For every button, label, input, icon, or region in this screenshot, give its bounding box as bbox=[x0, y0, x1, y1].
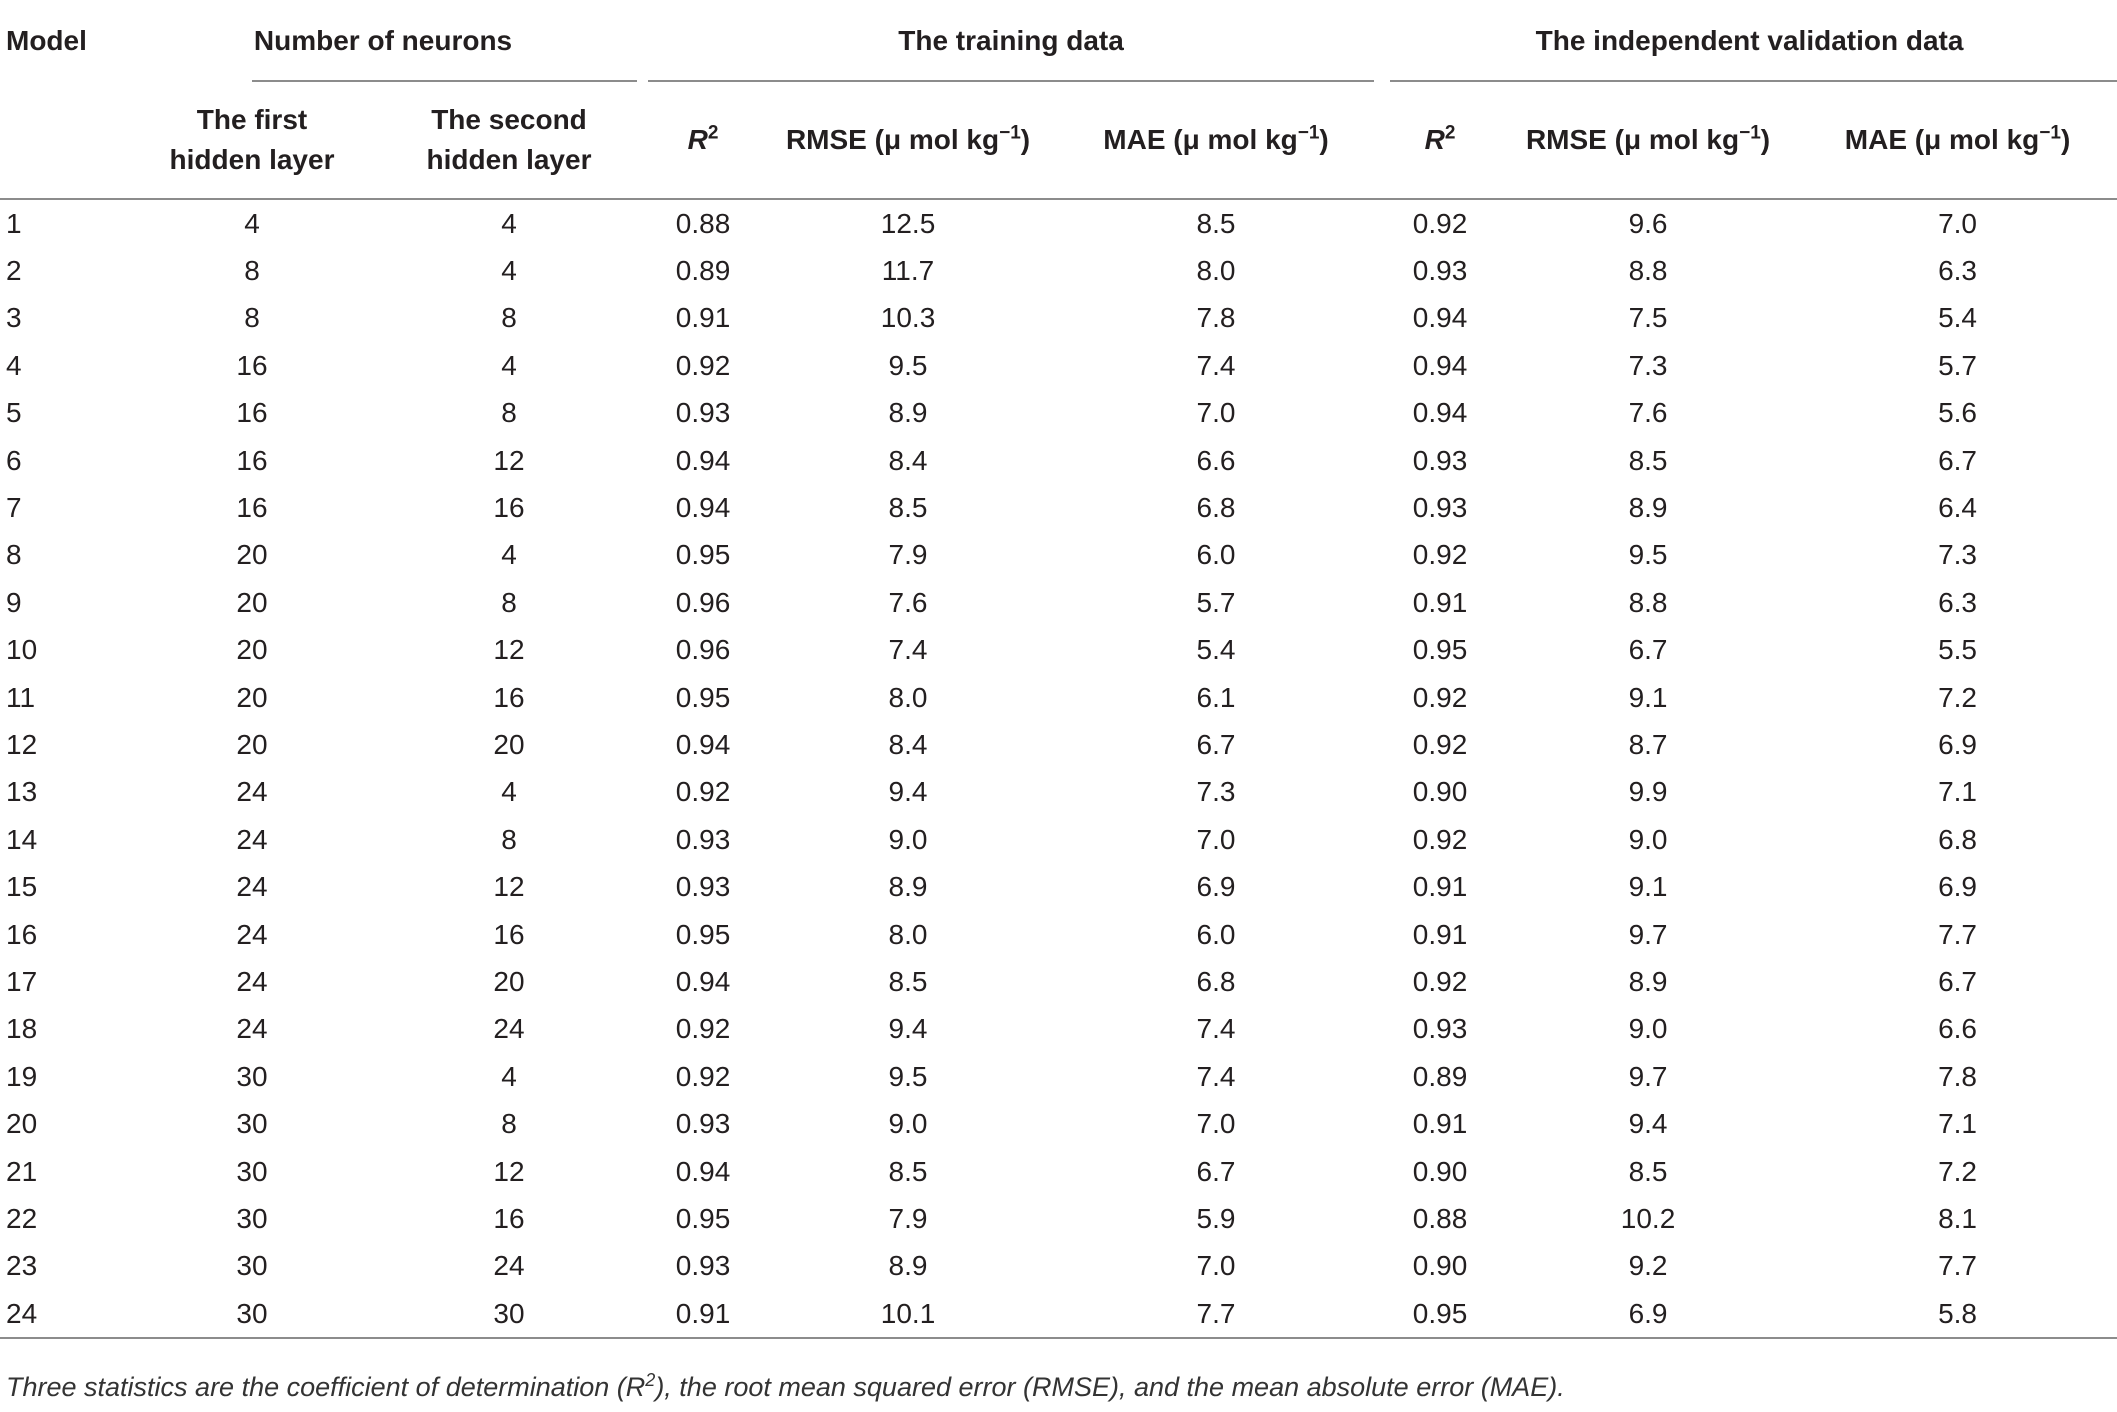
table-row bbox=[0, 816, 2117, 863]
cell-first-layer: 24 bbox=[236, 918, 268, 950]
cell-first-layer: 4 bbox=[244, 207, 260, 239]
cell-val-r2: 0.92 bbox=[1412, 539, 1468, 571]
cell-train-r2: 0.93 bbox=[675, 1108, 731, 1140]
cell-train-rmse: 8.0 bbox=[888, 681, 928, 713]
cell-val-r2: 0.95 bbox=[1412, 634, 1468, 666]
cell-train-r2: 0.94 bbox=[675, 1155, 731, 1187]
header-training-rmse: RMSE (μ mol $kg^{-1}$) bbox=[785, 122, 1031, 155]
cell-second-layer: 4 bbox=[501, 255, 517, 287]
cell-first-layer: 30 bbox=[236, 1155, 268, 1187]
cell-val-mae: 7.1 bbox=[1938, 776, 1977, 808]
header-training-mae: MAE (μ mol $kg^{-1}$) bbox=[1103, 122, 1329, 155]
cell-val-mae: 7.1 bbox=[1938, 1108, 1977, 1140]
cell-val-mae: 8.1 bbox=[1938, 1202, 1977, 1234]
cell-model: 4 bbox=[6, 349, 22, 381]
cell-train-r2: 0.89 bbox=[675, 255, 731, 287]
table-row bbox=[0, 863, 2117, 910]
table-row bbox=[0, 1243, 2117, 1290]
cell-train-rmse: 9.5 bbox=[888, 349, 928, 381]
cell-model: 9 bbox=[6, 586, 22, 618]
cell-model: 8 bbox=[6, 539, 22, 571]
cell-val-r2: 0.95 bbox=[1382, 1290, 1498, 1338]
cell-train-mae: 7.0 bbox=[1196, 823, 1236, 855]
cell-train-r2: 0.94 bbox=[675, 492, 731, 524]
cell-train-r2: 0.92 bbox=[675, 776, 731, 808]
cell-train-r2: 0.95 bbox=[675, 918, 731, 950]
cell-train-r2: 0.91 bbox=[675, 302, 731, 334]
cell-first-layer: 16 bbox=[236, 349, 268, 381]
cell-val-r2: 0.90 bbox=[1412, 776, 1468, 808]
cell-val-r2: 0.90 bbox=[1412, 1250, 1468, 1282]
cell-train-rmse: 11.7 bbox=[881, 255, 935, 287]
cell-val-r2: 0.94 bbox=[1412, 349, 1468, 381]
cell-train-rmse: 8.5 bbox=[888, 965, 928, 997]
cell-val-mae: 6.9 bbox=[1938, 871, 1977, 903]
table-row bbox=[0, 437, 2117, 484]
cell-second-layer: 30 bbox=[378, 1290, 640, 1338]
cell-train-r2: 0.96 bbox=[675, 634, 731, 666]
cell-val-r2: 0.91 bbox=[1412, 918, 1468, 950]
cell-train-mae: 7.0 bbox=[1196, 1108, 1236, 1140]
table-row bbox=[0, 579, 2117, 626]
cell-second-layer: 12 bbox=[493, 871, 525, 903]
cell-val-mae: 6.7 bbox=[1938, 965, 1977, 997]
cell-model: 18 bbox=[6, 1013, 38, 1045]
cell-val-rmse: 9.4 bbox=[1628, 1108, 1668, 1140]
cell-second-layer: 8 bbox=[501, 302, 517, 334]
cell-train-rmse: 7.9 bbox=[888, 539, 928, 571]
cell-val-rmse: 9.0 bbox=[1628, 1013, 1668, 1045]
cell-val-rmse: 8.7 bbox=[1628, 728, 1668, 760]
cell-first-layer: 24 bbox=[236, 1013, 268, 1045]
cell-val-rmse: 8.8 bbox=[1628, 586, 1668, 618]
table-row bbox=[0, 199, 2117, 247]
cell-train-mae: 7.8 bbox=[1196, 302, 1236, 334]
cell-train-rmse: 9.0 bbox=[888, 823, 928, 855]
cell-train-mae: 8.5 bbox=[1196, 207, 1236, 239]
cell-val-rmse: 8.5 bbox=[1628, 1155, 1668, 1187]
cell-second-layer: 8 bbox=[501, 1108, 517, 1140]
cell-model: 19 bbox=[6, 1060, 38, 1092]
cell-model: 15 bbox=[6, 871, 38, 903]
cell-first-layer: 30 bbox=[236, 1108, 268, 1140]
cell-val-r2: 0.91 bbox=[1412, 586, 1468, 618]
cell-val-mae: 7.3 bbox=[1938, 539, 1977, 571]
cell-model: 3 bbox=[6, 302, 22, 334]
cell-train-rmse: 10.3 bbox=[880, 302, 936, 334]
cell-model: 13 bbox=[6, 776, 38, 808]
cell-val-rmse: 7.5 bbox=[1628, 302, 1668, 334]
cell-train-r2: 0.95 bbox=[675, 681, 731, 713]
cell-second-layer: 8 bbox=[501, 397, 517, 429]
cell-val-mae: 6.6 bbox=[1938, 1013, 1977, 1045]
cell-second-layer: 12 bbox=[493, 444, 525, 476]
cell-val-mae: 5.7 bbox=[1938, 349, 1977, 381]
cell-val-rmse: 9.5 bbox=[1628, 539, 1668, 571]
cell-val-rmse: 9.7 bbox=[1628, 1060, 1668, 1092]
cell-train-r2: 0.93 bbox=[675, 397, 731, 429]
cell-model: 17 bbox=[6, 965, 38, 997]
cell-model: 11 bbox=[6, 681, 36, 713]
cell-val-rmse: 8.8 bbox=[1628, 255, 1668, 287]
cell-train-rmse: 7.9 bbox=[888, 1202, 928, 1234]
cell-train-mae: 7.4 bbox=[1196, 1013, 1236, 1045]
table-row bbox=[0, 674, 2117, 721]
cell-first-layer: 20 bbox=[236, 634, 268, 666]
cell-train-rmse: 7.4 bbox=[888, 634, 928, 666]
cell-train-r2: 0.93 bbox=[675, 823, 731, 855]
cell-second-layer: 4 bbox=[501, 539, 517, 571]
cell-second-layer: 20 bbox=[493, 728, 525, 760]
cell-model: 2 bbox=[6, 255, 22, 287]
cell-second-layer: 12 bbox=[493, 1155, 525, 1187]
cell-first-layer: 20 bbox=[236, 728, 268, 760]
cell-train-mae: 7.0 bbox=[1196, 397, 1236, 429]
cell-val-mae: 7.7 bbox=[1938, 918, 1977, 950]
cell-model: 1 bbox=[6, 207, 22, 239]
cell-train-r2: 0.93 bbox=[675, 1250, 731, 1282]
cell-val-rmse: 8.5 bbox=[1628, 444, 1668, 476]
cell-val-r2: 0.93 bbox=[1412, 492, 1468, 524]
table-row bbox=[0, 484, 2117, 531]
cell-train-r2: 0.92 bbox=[675, 349, 731, 381]
cell-train-mae: 5.9 bbox=[1196, 1202, 1236, 1234]
cell-val-rmse: 9.0 bbox=[1628, 823, 1668, 855]
group-header-row bbox=[0, 0, 2117, 82]
cell-second-layer: 4 bbox=[501, 207, 517, 239]
cell-train-r2: 0.93 bbox=[675, 871, 731, 903]
header-validation-mae: MAE (μ mol $kg^{-1}$) bbox=[1844, 122, 2071, 155]
cell-val-r2: 0.93 bbox=[1412, 255, 1468, 287]
cell-train-mae: 7.7 bbox=[1050, 1290, 1382, 1338]
cell-val-r2: 0.91 bbox=[1412, 1108, 1468, 1140]
cell-val-rmse: 6.9 bbox=[1498, 1290, 1798, 1338]
header-model: Model bbox=[6, 25, 87, 56]
cell-val-mae: 6.4 bbox=[1938, 492, 1977, 524]
cell-train-r2: 0.94 bbox=[675, 965, 731, 997]
cell-model: 24 bbox=[0, 1290, 126, 1338]
cell-train-mae: 7.3 bbox=[1196, 776, 1236, 808]
table-row bbox=[0, 958, 2117, 1005]
cell-model: 5 bbox=[6, 397, 22, 429]
cell-train-rmse: 9.4 bbox=[888, 776, 928, 808]
cell-first-layer: 24 bbox=[236, 871, 268, 903]
cell-second-layer: 16 bbox=[493, 1202, 525, 1234]
cell-val-r2: 0.94 bbox=[1412, 397, 1468, 429]
cell-val-rmse: 9.6 bbox=[1628, 207, 1668, 239]
cell-train-rmse: 12.5 bbox=[880, 207, 936, 239]
cell-first-layer: 20 bbox=[236, 681, 268, 713]
cell-train-rmse: 8.5 bbox=[888, 492, 928, 524]
cell-val-r2: 0.90 bbox=[1412, 1155, 1468, 1187]
cell-val-mae: 7.7 bbox=[1938, 1250, 1977, 1282]
cell-val-r2: 0.91 bbox=[1412, 871, 1468, 903]
cell-train-r2: 0.96 bbox=[675, 586, 731, 618]
cell-val-rmse: 9.2 bbox=[1628, 1250, 1668, 1282]
cell-train-r2: 0.94 bbox=[675, 728, 731, 760]
table-row bbox=[0, 532, 2117, 579]
table-row bbox=[0, 1100, 2117, 1147]
header-second-hidden-layer: The second hidden layer bbox=[426, 104, 592, 175]
cell-train-mae: 6.0 bbox=[1196, 918, 1236, 950]
cell-val-r2: 0.94 bbox=[1412, 302, 1468, 334]
cell-val-mae: 6.3 bbox=[1938, 586, 1977, 618]
cell-train-r2: 0.94 bbox=[675, 444, 731, 476]
cell-train-rmse: 8.4 bbox=[888, 728, 928, 760]
cell-second-layer: 4 bbox=[501, 1060, 517, 1092]
cell-train-rmse: 8.4 bbox=[888, 444, 928, 476]
cell-val-rmse: 9.9 bbox=[1628, 776, 1668, 808]
cell-second-layer: 16 bbox=[493, 492, 525, 524]
table-row bbox=[0, 911, 2117, 958]
header-first-hidden-layer: The first hidden layer bbox=[169, 104, 335, 175]
cell-val-r2: 0.92 bbox=[1412, 965, 1468, 997]
cell-val-rmse: 7.6 bbox=[1628, 397, 1668, 429]
cell-val-mae: 6.9 bbox=[1938, 728, 1977, 760]
cell-train-rmse: 8.5 bbox=[888, 1155, 928, 1187]
cell-train-rmse: 8.9 bbox=[888, 397, 928, 429]
cell-first-layer: 30 bbox=[236, 1060, 268, 1092]
cell-val-r2: 0.92 bbox=[1412, 207, 1468, 239]
header-number-of-neurons: Number of neurons bbox=[126, 0, 640, 82]
cell-model: 6 bbox=[6, 444, 22, 476]
table-row bbox=[0, 247, 2117, 294]
cell-first-layer: 24 bbox=[236, 965, 268, 997]
cell-train-mae: 6.7 bbox=[1196, 728, 1236, 760]
cell-second-layer: 16 bbox=[493, 681, 525, 713]
cell-val-mae: 6.8 bbox=[1938, 823, 1977, 855]
cell-model: 12 bbox=[6, 728, 38, 760]
cell-train-mae: 8.0 bbox=[1196, 255, 1236, 287]
cell-val-rmse: 6.7 bbox=[1628, 634, 1668, 666]
cell-val-mae: 5.5 bbox=[1938, 634, 1977, 666]
table-row bbox=[0, 342, 2117, 389]
cell-train-mae: 7.4 bbox=[1196, 349, 1236, 381]
cell-first-layer: 16 bbox=[236, 397, 268, 429]
table-row bbox=[0, 390, 2117, 437]
cell-model: 14 bbox=[6, 823, 38, 855]
cell-first-layer: 30 bbox=[236, 1250, 268, 1282]
cell-train-r2: 0.88 bbox=[675, 207, 731, 239]
cell-first-layer: 16 bbox=[236, 492, 268, 524]
cell-train-rmse: 7.6 bbox=[888, 586, 928, 618]
cell-second-layer: 8 bbox=[501, 586, 517, 618]
cell-second-layer: 4 bbox=[501, 776, 517, 808]
cell-train-r2: 0.92 bbox=[675, 1060, 731, 1092]
cell-second-layer: 20 bbox=[493, 965, 525, 997]
cell-second-layer: 12 bbox=[493, 634, 525, 666]
table-row bbox=[0, 1053, 2117, 1100]
cell-second-layer: 16 bbox=[493, 918, 525, 950]
table-row bbox=[0, 721, 2117, 768]
cell-first-layer: 20 bbox=[236, 586, 268, 618]
cell-val-rmse: 10.2 bbox=[1620, 1202, 1676, 1234]
cell-val-rmse: 7.3 bbox=[1628, 349, 1668, 381]
cell-train-r2: 0.91 bbox=[640, 1290, 766, 1338]
cell-val-mae: 6.3 bbox=[1938, 255, 1977, 287]
cell-val-rmse: 9.1 bbox=[1628, 681, 1668, 713]
cell-val-r2: 0.92 bbox=[1412, 823, 1468, 855]
header-validation-rmse: RMSE (μ mol $kg^{-1}$) bbox=[1525, 122, 1771, 155]
cell-first-layer: 8 bbox=[244, 302, 260, 334]
cell-train-mae: 5.4 bbox=[1196, 634, 1236, 666]
cell-first-layer: 16 bbox=[236, 444, 268, 476]
cell-val-mae: 5.4 bbox=[1938, 302, 1977, 334]
cell-model: 16 bbox=[6, 918, 38, 950]
cell-train-rmse: 8.0 bbox=[888, 918, 928, 950]
cell-val-mae: 5.8 bbox=[1798, 1290, 2117, 1338]
header-validation-data: The independent validation data bbox=[1382, 0, 2117, 82]
cell-train-mae: 6.9 bbox=[1196, 871, 1236, 903]
table-row bbox=[0, 769, 2117, 816]
cell-val-r2: 0.93 bbox=[1412, 444, 1468, 476]
cell-model: 10 bbox=[6, 634, 38, 666]
cell-val-rmse: 9.7 bbox=[1628, 918, 1668, 950]
cell-model: 7 bbox=[6, 492, 22, 524]
cell-val-mae: 5.6 bbox=[1938, 397, 1977, 429]
cell-val-mae: 6.7 bbox=[1938, 444, 1977, 476]
cell-train-mae: 5.7 bbox=[1196, 586, 1236, 618]
table-row bbox=[0, 627, 2117, 674]
cell-val-rmse: 9.1 bbox=[1628, 871, 1668, 903]
cell-train-mae: 6.6 bbox=[1196, 444, 1236, 476]
cell-model: 20 bbox=[6, 1108, 38, 1140]
cell-model: 22 bbox=[6, 1202, 38, 1234]
cell-train-rmse: 9.5 bbox=[888, 1060, 928, 1092]
cell-val-rmse: 8.9 bbox=[1628, 965, 1668, 997]
cell-train-rmse: 9.4 bbox=[888, 1013, 928, 1045]
header-training-r2: $R^2$ bbox=[687, 122, 719, 155]
cell-val-mae: 7.8 bbox=[1938, 1060, 1977, 1092]
table-row bbox=[0, 1148, 2117, 1195]
table-row bbox=[0, 1195, 2117, 1242]
cell-train-mae: 6.7 bbox=[1196, 1155, 1236, 1187]
cell-second-layer: 8 bbox=[501, 823, 517, 855]
cell-second-layer: 24 bbox=[493, 1013, 525, 1045]
cell-first-layer: 24 bbox=[236, 776, 268, 808]
cell-first-layer: 8 bbox=[244, 255, 260, 287]
cell-train-mae: 7.0 bbox=[1196, 1250, 1236, 1282]
cell-train-rmse: 10.1 bbox=[766, 1290, 1050, 1338]
table-footnote: Three statistics are the coefficient of determination $(R^2)$, the root mean squared error (RMSE), and the mean absolute error (MAE). bbox=[6, 1370, 1565, 1402]
cell-train-r2: 0.95 bbox=[675, 1202, 731, 1234]
cell-train-mae: 7.4 bbox=[1196, 1060, 1236, 1092]
table-row bbox=[0, 295, 2117, 342]
header-model-spacer bbox=[0, 82, 126, 199]
cell-val-r2: 0.89 bbox=[1412, 1060, 1468, 1092]
cell-first-layer: 30 bbox=[236, 1202, 268, 1234]
cell-val-rmse: 8.9 bbox=[1628, 492, 1668, 524]
cell-val-mae: 7.2 bbox=[1938, 1155, 1977, 1187]
cell-train-r2: 0.95 bbox=[675, 539, 731, 571]
sub-header-row bbox=[0, 82, 2117, 199]
cell-train-mae: 6.1 bbox=[1196, 681, 1236, 713]
cell-train-mae: 6.8 bbox=[1196, 492, 1236, 524]
cell-second-layer: 24 bbox=[493, 1250, 525, 1282]
cell-train-mae: 6.8 bbox=[1196, 965, 1236, 997]
cell-train-r2: 0.92 bbox=[675, 1013, 731, 1045]
cell-train-rmse: 8.9 bbox=[888, 1250, 928, 1282]
table-row bbox=[0, 1290, 2117, 1338]
cell-val-r2: 0.93 bbox=[1412, 1013, 1468, 1045]
cell-train-mae: 6.0 bbox=[1196, 539, 1236, 571]
table-row bbox=[0, 1006, 2117, 1053]
cell-train-rmse: 8.9 bbox=[888, 871, 928, 903]
cell-val-mae: 7.0 bbox=[1938, 207, 1977, 239]
cell-second-layer: 4 bbox=[501, 349, 517, 381]
cell-train-rmse: 9.0 bbox=[888, 1108, 928, 1140]
cell-val-r2: 0.92 bbox=[1412, 681, 1468, 713]
header-training-data: The training data bbox=[640, 0, 1382, 82]
cell-first-layer: 20 bbox=[236, 539, 268, 571]
table-body bbox=[0, 199, 2117, 1338]
cell-model: 21 bbox=[6, 1155, 38, 1187]
cell-val-r2: 0.92 bbox=[1412, 728, 1468, 760]
cell-first-layer: 30 bbox=[126, 1290, 378, 1338]
header-validation-r2: $R^2$ bbox=[1424, 122, 1456, 155]
cell-first-layer: 24 bbox=[236, 823, 268, 855]
cell-model: 23 bbox=[6, 1250, 38, 1282]
cell-val-mae: 7.2 bbox=[1938, 681, 1977, 713]
cell-val-r2: 0.88 bbox=[1412, 1202, 1468, 1234]
